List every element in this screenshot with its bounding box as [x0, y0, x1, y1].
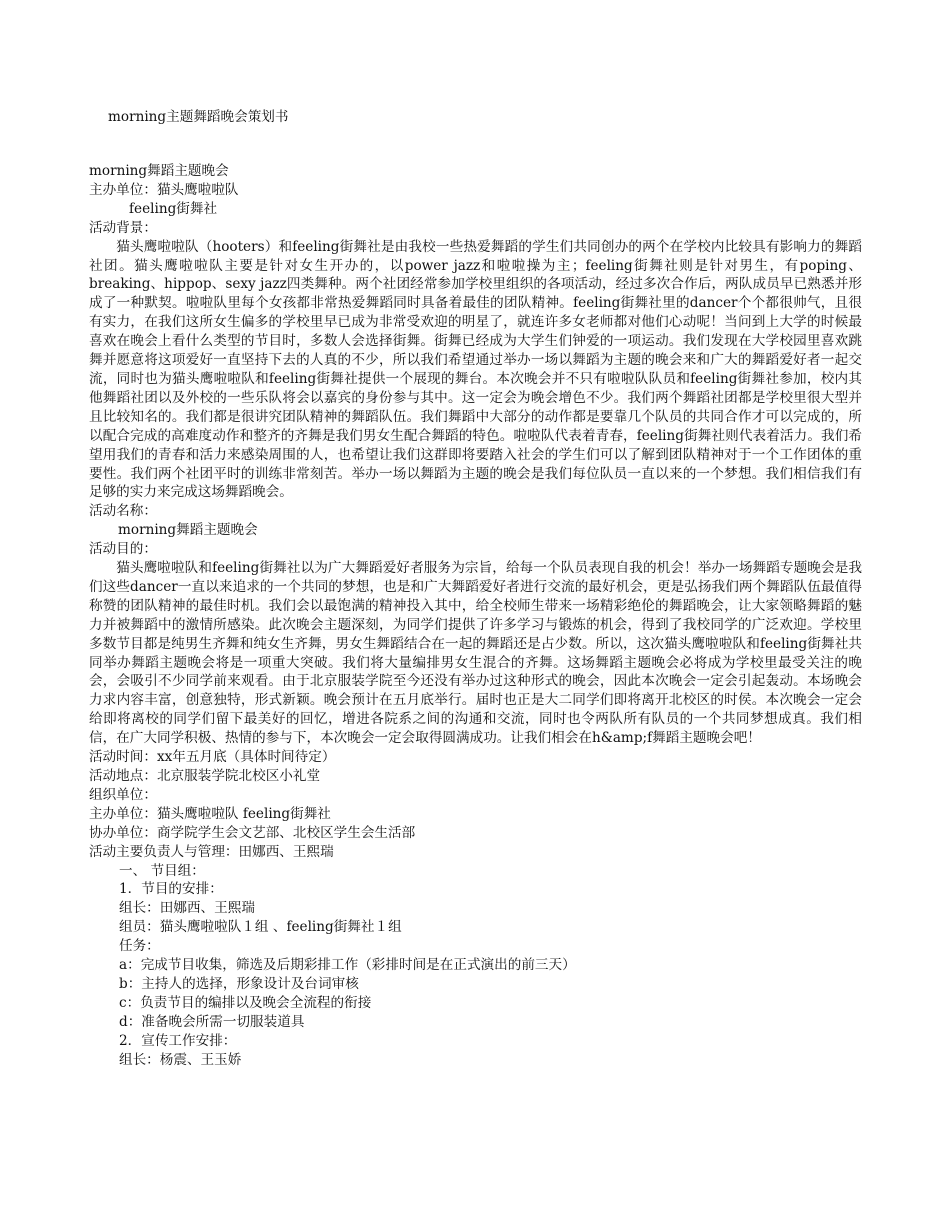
task-b: b：主持人的选择，形象设计及台词审核 — [119, 975, 359, 992]
program-leader: 组长：田娜西、王熙瑞 — [119, 900, 255, 917]
time-line: 活动时间：xx年五月底（具体时间待定） — [89, 749, 336, 766]
name-value: morning舞蹈主题晚会 — [118, 522, 258, 539]
org-label: 组织单位： — [89, 786, 157, 803]
document-title: morning主题舞蹈晚会策划书 — [108, 109, 289, 125]
task-d: d：准备晚会所需一切服装道具 — [119, 1013, 305, 1030]
program-item-2: 2．宣传工作安排： — [119, 1032, 237, 1049]
program-item-1: 1．节目的安排： — [119, 881, 223, 898]
task-a: a：完成节目收集，筛选及后期彩排工作（彩排时间是在正式演出的前三天） — [119, 957, 576, 974]
purpose-paragraph: 猫头鹰啦啦队和feeling街舞社以为广大舞蹈爱好者服务为宗旨，给每一个队员表现自我的机会！举办一场舞蹈专题晚会是我们这些dancer一直以来追求的一个共同的梦想，也是和广大舞蹈爱好者进行交流的最好机会，更是弘扬我们两个舞蹈队伍最值得称赞的团队精神的最佳时机。我们会以最饱满的精神投入其中，给全校师生带来一场精彩绝伦的舞蹈晚会，让大家领略舞蹈的魅力并被舞蹈中的激情所感染。此次晚会主题深刻，为同学们提供了许多学习与锻炼的机会，得到了我校同学的广泛欢迎。学校里多数节目都是纯男生齐舞和纯女生齐舞，男女生舞蹈结合在一起的舞蹈还是占少数。所以，这次猫头鹰啦啦队和feeling街舞社共同举办舞蹈主题晚会将是一项重大突破。我们将大量编排男女生混合的齐舞。这场舞蹈主题晚会必将成为学校里最受关注的晚会，会吸引不少同学前来观看。由于北京服装学院至今还没有举办过这种形式的晚会，因此本次晚会一定会引起轰动。本场晚会力求内容丰富，创意独特，形式新颖。晚会预计在五月底举行。届时也正是大二同学们即将离开北校区的时侯。本次晚会一定会给即将离校的同学们留下最美好的回忆，增进各院系之间的沟通和交流，同时也令两队所有队员的一个共同梦想成真。我们相信，在广大同学积极、热情的参与下，本次晚会一定会取得圆满成功。让我们相会在h&amp;f舞蹈主题晚会吧！ — [89, 560, 862, 747]
section-program-heading: 一、 节目组： — [119, 862, 205, 879]
purpose-label: 活动目的： — [89, 541, 157, 558]
document-body — [89, 162, 862, 1070]
publicity-leader: 组长：杨震、王玉娇 — [119, 1051, 242, 1068]
task-c: c：负责节目的编排以及晚会全流程的衔接 — [119, 994, 372, 1011]
org-co-line: 协办单位：商学院学生会文艺部、北校区学生会生活部 — [89, 824, 416, 841]
name-label: 活动名称： — [89, 503, 157, 520]
program-members: 组员：猫头鹰啦啦队１组 、feeling街舞社１组 — [119, 919, 402, 936]
host-second-line: feeling街舞社 — [129, 200, 218, 217]
managers-line: 活动主要负责人与管理：田娜西、王熙瑞 — [89, 843, 334, 860]
task-label: 任务： — [119, 938, 160, 955]
event-heading: morning舞蹈主题晚会 — [89, 163, 229, 179]
host-line: 主办单位：猫头鹰啦啦队 — [89, 181, 239, 198]
background-label: 活动背景： — [89, 219, 157, 236]
org-host-line: 主办单位：猫头鹰啦啦队 feeling街舞社 — [89, 805, 331, 822]
background-paragraph: 猫头鹰啦啦队（hooters）和feeling街舞社是由我校一些热爱舞蹈的学生们共同创办的两个在学校内比较具有影响力的舞蹈社团。猫头鹰啦啦队主要是针对女生开办的，以power jazz和啦啦操为主；feeling街舞社则是针对男生，有poping、breaking、hippop、sexy jazz四类舞种。两个社团经常参加学校里组织的各项活动，经过多次合作后，两队成员早已熟悉并形成了一种默契。啦啦队里每个女孩都非常热爱舞蹈同时具备着最佳的团队精神。feeling街舞社里的dancer个个都很帅气，且很有实力，在我们这所女生偏多的学校里早已成为非常受欢迎的明星了，就连许多女老师都对他们心动呢！当问到上大学的时候最喜欢在晚会上看什么类型的节目时，多数人会选择街舞。街舞已经成为大学生们钟爱的一项运动。我们发现在大学校园里喜欢跳舞并愿意将这项爱好一直坚持下去的人真的不少，所以我们希望通过举办一场以舞蹈为主题的晚会来和广大的舞蹈爱好者一起交流，同时也为猫头鹰啦啦队和feeling街舞社提供一个展现的舞台。本次晚会并不只有啦啦队队员和feeling街舞社参加，校内其他舞蹈社团以及外校的一些乐队将会以嘉宾的身份参与其中。这一定会为晚会增色不少。我们两个舞蹈社团都是学校里很大型并且比较知名的。我们都是很讲究团队精神的舞蹈队伍。我们舞蹈中大部分的动作都是要靠几个队员的共同合作才可以完成的，所以配合完成的高难度动作和整齐的齐舞是我们男女生配合舞蹈的特色。啦啦队代表着青春，feeling街舞社则代表着活力。我们希望用我们的青春和活力来感染周围的人，也希望让我们这群即将要踏入社会的学生们可以了解到团队精神对于一个工作团体的重要性。我们两个社团平时的训练非常刻苦。举办一场以舞蹈为主题的晚会是我们每位队员一直以来的一个梦想。我们相信我们有足够的实力来完成这场舞蹈晚会。 — [89, 238, 862, 501]
place-line: 活动地点：北京服装学院北校区小礼堂 — [89, 768, 321, 784]
